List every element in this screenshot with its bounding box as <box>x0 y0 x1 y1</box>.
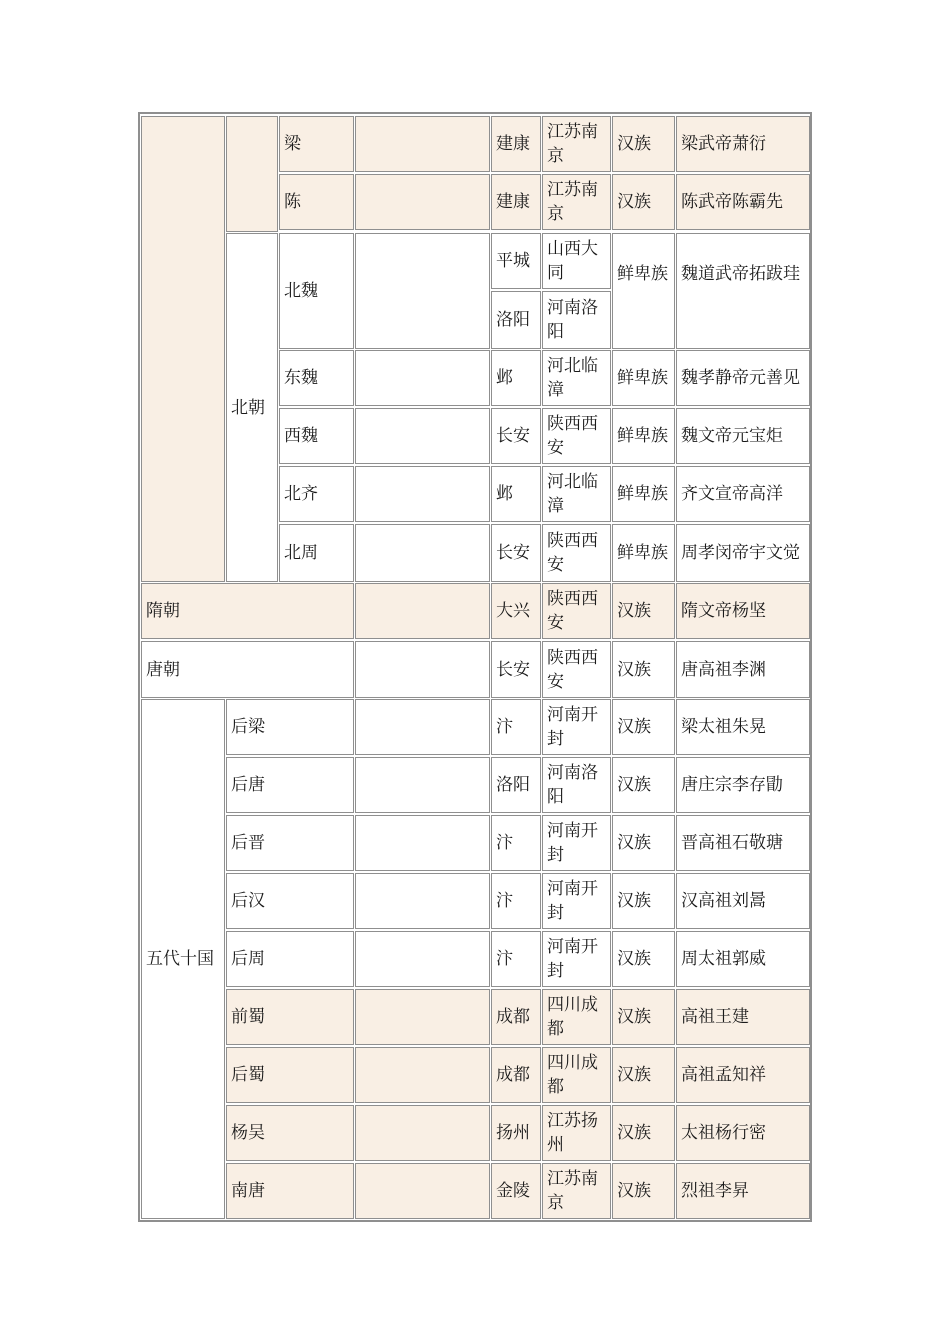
dynasty-cell: 后梁 <box>226 699 354 755</box>
founder-cell: 周太祖郭威 <box>676 931 810 987</box>
founder-cell: 陈武帝陈霸先 <box>676 174 810 230</box>
empty-cell <box>355 466 490 522</box>
location-cell: 山西大同 <box>542 233 611 289</box>
empty-cell <box>355 1047 490 1103</box>
capital-cell: 汴 <box>491 873 541 929</box>
group-cell-southern <box>226 116 278 232</box>
founder-cell: 晋高祖石敬瑭 <box>676 815 810 871</box>
location-cell: 四川成都 <box>542 1047 611 1103</box>
capital-cell: 汴 <box>491 699 541 755</box>
location-cell: 陕西西安 <box>542 524 611 582</box>
founder-cell: 隋文帝杨坚 <box>676 583 810 639</box>
ethnicity-cell: 汉族 <box>612 583 675 639</box>
ethnicity-cell: 汉族 <box>612 1163 675 1219</box>
dynasty-table <box>138 112 812 1222</box>
founder-cell: 齐文宣帝高洋 <box>676 466 810 522</box>
founder-cell: 梁太祖朱晃 <box>676 699 810 755</box>
empty-cell <box>355 174 490 230</box>
dynasty-cell: 后晋 <box>226 815 354 871</box>
founder-cell: 太祖杨行密 <box>676 1105 810 1161</box>
location-cell: 河南开封 <box>542 699 611 755</box>
location-cell: 河北临漳 <box>542 466 611 522</box>
ethnicity-cell: 鲜卑族 <box>612 524 675 582</box>
location-cell: 四川成都 <box>542 989 611 1045</box>
location-cell: 江苏南京 <box>542 116 611 172</box>
capital-cell: 长安 <box>491 641 541 698</box>
location-cell: 江苏南京 <box>542 1163 611 1219</box>
dynasty-cell: 后蜀 <box>226 1047 354 1103</box>
empty-cell <box>355 1163 490 1219</box>
founder-cell: 烈祖李昇 <box>676 1163 810 1219</box>
location-cell: 陕西西安 <box>542 408 611 464</box>
ethnicity-cell: 汉族 <box>612 757 675 813</box>
ethnicity-cell: 鲜卑族 <box>612 408 675 464</box>
empty-cell <box>355 641 490 698</box>
era-cell-southern <box>141 116 225 582</box>
founder-cell: 魏道武帝拓跋珪 <box>676 233 810 349</box>
empty-cell <box>355 1105 490 1161</box>
dynasty-cell: 杨吴 <box>226 1105 354 1161</box>
location-cell: 江苏扬州 <box>542 1105 611 1161</box>
capital-cell: 大兴 <box>491 583 541 639</box>
ethnicity-cell: 汉族 <box>612 1047 675 1103</box>
dynasty-cell: 后周 <box>226 931 354 987</box>
capital-cell: 邺 <box>491 466 541 522</box>
ethnicity-cell: 汉族 <box>612 116 675 172</box>
capital-cell: 长安 <box>491 408 541 464</box>
capital-cell: 汴 <box>491 931 541 987</box>
capital-cell: 洛阳 <box>491 291 541 349</box>
location-cell: 河南洛阳 <box>542 757 611 813</box>
location-cell: 河南开封 <box>542 873 611 929</box>
founder-cell: 唐庄宗李存勖 <box>676 757 810 813</box>
ethnicity-cell: 汉族 <box>612 989 675 1045</box>
dynasty-cell: 南唐 <box>226 1163 354 1219</box>
empty-cell <box>355 815 490 871</box>
capital-cell: 建康 <box>491 116 541 172</box>
founder-cell: 汉高祖刘暠 <box>676 873 810 929</box>
empty-cell <box>355 931 490 987</box>
ethnicity-cell: 汉族 <box>612 641 675 698</box>
ethnicity-cell: 鲜卑族 <box>612 466 675 522</box>
empty-cell <box>355 757 490 813</box>
ethnicity-cell: 汉族 <box>612 931 675 987</box>
capital-cell: 洛阳 <box>491 757 541 813</box>
era-cell-five-dynasties: 五代十国 <box>141 699 225 1219</box>
dynasty-cell-tang: 唐朝 <box>141 641 354 698</box>
empty-cell <box>355 989 490 1045</box>
ethnicity-cell: 汉族 <box>612 815 675 871</box>
founder-cell: 魏孝静帝元善见 <box>676 350 810 406</box>
dynasty-cell: 北魏 <box>279 233 354 349</box>
dynasty-cell: 北齐 <box>279 466 354 522</box>
capital-cell: 金陵 <box>491 1163 541 1219</box>
ethnicity-cell: 汉族 <box>612 174 675 230</box>
dynasty-cell: 西魏 <box>279 408 354 464</box>
ethnicity-cell: 汉族 <box>612 699 675 755</box>
location-cell: 陕西西安 <box>542 641 611 698</box>
empty-cell <box>355 583 490 639</box>
empty-cell <box>355 408 490 464</box>
capital-cell: 长安 <box>491 524 541 582</box>
location-cell: 河北临漳 <box>542 350 611 406</box>
ethnicity-cell: 鲜卑族 <box>612 350 675 406</box>
founder-cell: 周孝闵帝宇文觉 <box>676 524 810 582</box>
empty-cell <box>355 873 490 929</box>
dynasty-cell: 梁 <box>279 116 354 172</box>
empty-cell <box>355 116 490 172</box>
founder-cell: 唐高祖李渊 <box>676 641 810 698</box>
capital-cell: 成都 <box>491 1047 541 1103</box>
capital-cell: 平城 <box>491 233 541 289</box>
founder-cell: 高祖王建 <box>676 989 810 1045</box>
ethnicity-cell: 鲜卑族 <box>612 233 675 349</box>
empty-cell <box>355 233 490 349</box>
location-cell: 河南开封 <box>542 931 611 987</box>
dynasty-cell: 后汉 <box>226 873 354 929</box>
empty-cell <box>355 524 490 582</box>
empty-cell <box>355 699 490 755</box>
location-cell: 江苏南京 <box>542 174 611 230</box>
group-cell-northern: 北朝 <box>226 233 278 582</box>
empty-cell <box>355 350 490 406</box>
founder-cell: 魏文帝元宝炬 <box>676 408 810 464</box>
dynasty-cell: 后唐 <box>226 757 354 813</box>
capital-cell: 邺 <box>491 350 541 406</box>
founder-cell: 高祖孟知祥 <box>676 1047 810 1103</box>
dynasty-cell: 北周 <box>279 524 354 582</box>
dynasty-cell: 前蜀 <box>226 989 354 1045</box>
dynasty-cell-sui: 隋朝 <box>141 583 354 639</box>
ethnicity-cell: 汉族 <box>612 873 675 929</box>
dynasty-cell: 陈 <box>279 174 354 230</box>
capital-cell: 成都 <box>491 989 541 1045</box>
capital-cell: 扬州 <box>491 1105 541 1161</box>
ethnicity-cell: 汉族 <box>612 1105 675 1161</box>
founder-cell: 梁武帝萧衍 <box>676 116 810 172</box>
location-cell: 陕西西安 <box>542 583 611 639</box>
location-cell: 河南开封 <box>542 815 611 871</box>
capital-cell: 汴 <box>491 815 541 871</box>
capital-cell: 建康 <box>491 174 541 230</box>
location-cell: 河南洛阳 <box>542 291 611 349</box>
dynasty-cell: 东魏 <box>279 350 354 406</box>
